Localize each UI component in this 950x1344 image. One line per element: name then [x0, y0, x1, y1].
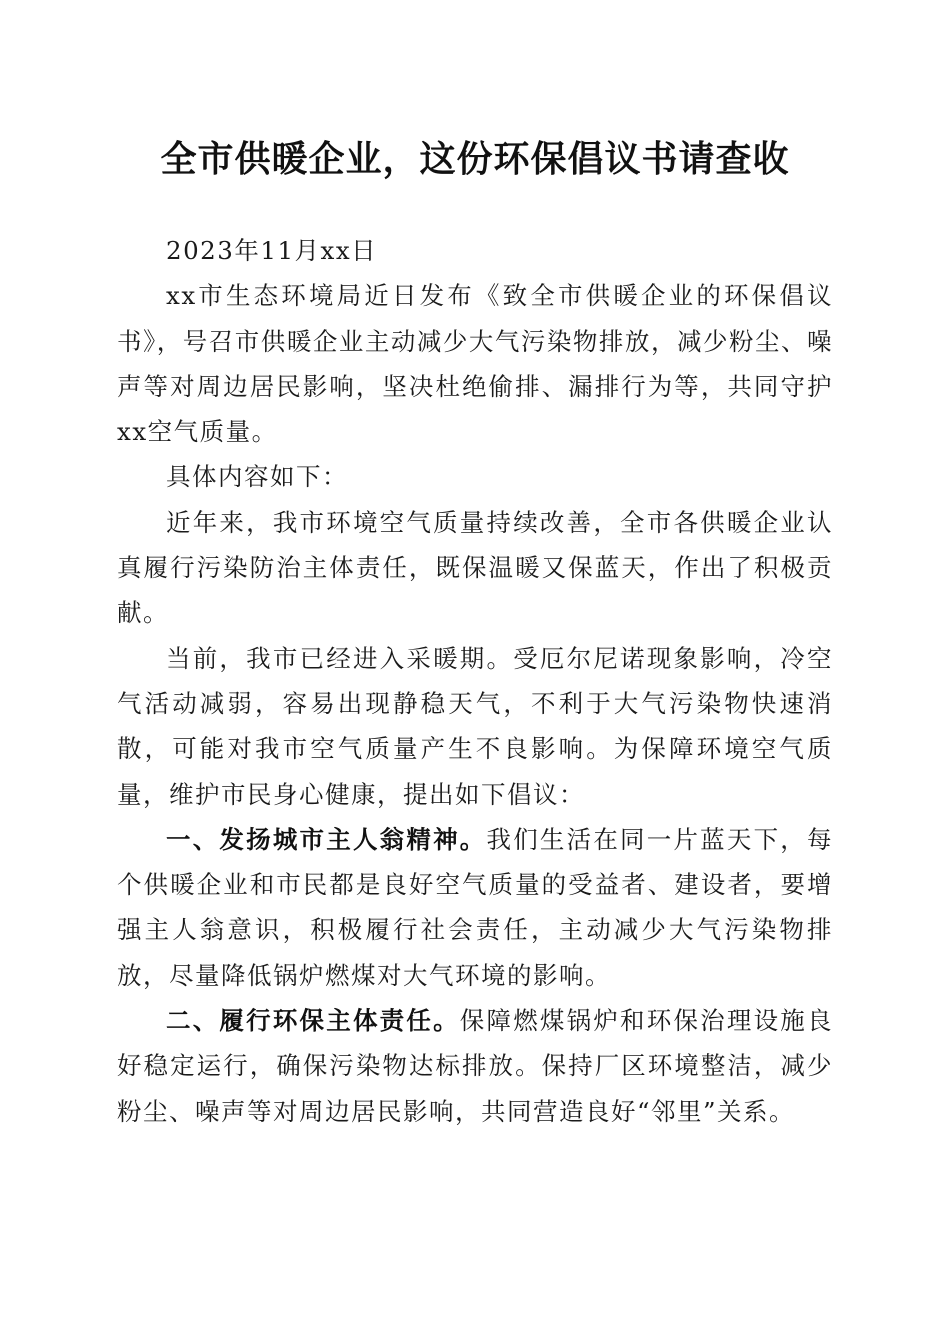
paragraph-text: 我们生活在同一片蓝天下，每个供暖企业和市民都是良好空气质量的受益者、建设者，要增强主人翁意识，积极履行社会责任，主动减少大气污染物排放，尽量降低锅炉燃煤对大气环境的影响。	[117, 824, 833, 990]
document-body	[117, 228, 833, 1134]
paragraph-background	[117, 500, 833, 636]
paragraph-current-situation	[117, 636, 833, 817]
initiative-heading: 二、履行环保主体责任。	[166, 1006, 460, 1036]
paragraph-text: 近年来，我市环境空气质量持续改善，全市各供暖企业认真履行污染防治主体责任，既保温暖又保蓝天，作出了积极贡献。	[117, 507, 833, 628]
paragraph-text: 当前，我市已经进入采暖期。受厄尔尼诺现象影响，冷空气活动减弱，容易出现静稳天气，不利于大气污染物快速消散，可能对我市空气质量产生不良影响。为保障环境空气质量，维护市民身心健康，提出如下倡议：	[117, 643, 833, 809]
paragraph-content-heading	[117, 454, 833, 499]
initiative-heading: 一、发扬城市主人翁精神。	[166, 824, 487, 854]
paragraph-text: 具体内容如下：	[166, 462, 348, 492]
document-title: 全市供暖企业，这份环保倡议书请查收	[160, 139, 790, 180]
paragraph-text: 保障燃煤锅炉和环保治理设施良好稳定运行，确保污染物达标排放。保持厂区环境整洁，减少粉尘、噪声等对周边居民影响，共同营造良好“邻里”关系。	[117, 1006, 834, 1126]
paragraph-text: xx市生态环境局近日发布《致全市供暖企业的环保倡议书》，号召市供暖企业主动减少大气污染物排放，减少粉尘、噪声等对周边居民影响，坚决杜绝偷排、漏排行为等，共同守护xx空气质量。	[117, 281, 833, 447]
paragraph-initiative-1	[117, 817, 833, 998]
date-line: 2023年11月xx日	[166, 236, 378, 265]
paragraph-initiative-2	[117, 998, 833, 1134]
paragraph-intro	[117, 273, 833, 454]
